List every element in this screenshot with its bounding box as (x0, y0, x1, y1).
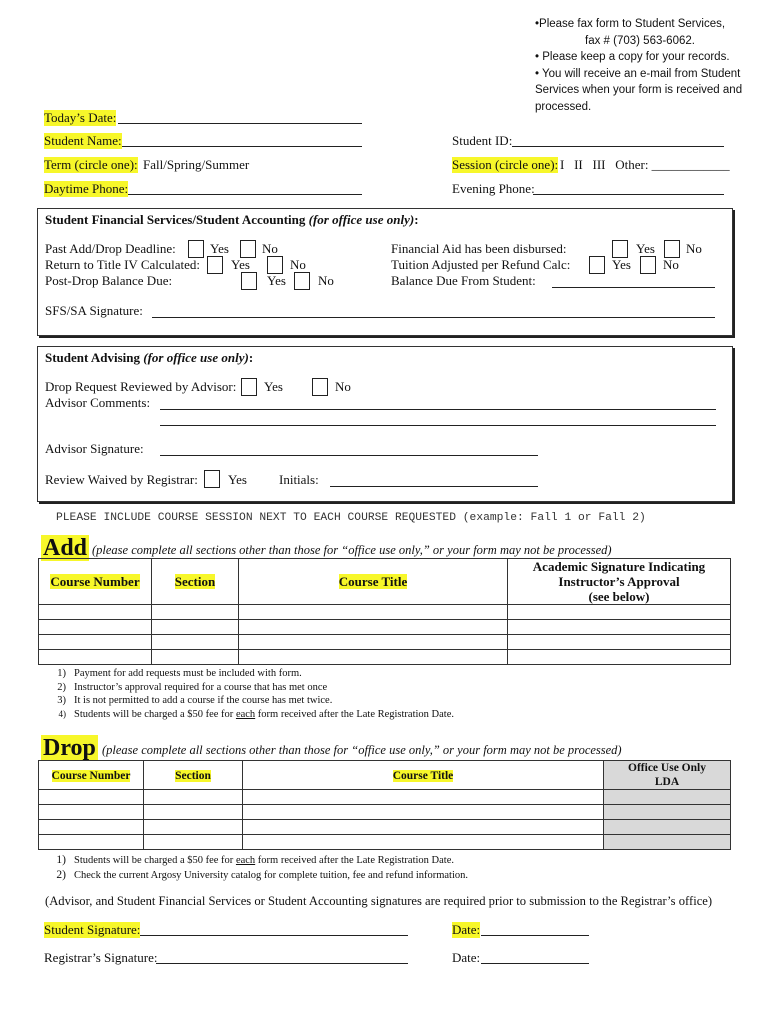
advising-title (45, 350, 253, 366)
add-instruction: (please complete all sections other than those for “office use only,” or your form may not be processed) (92, 543, 612, 557)
fax-number: fax # (703) 563-6062. (585, 34, 695, 47)
sfs-title (45, 212, 419, 228)
add-col-header-signature: Academic Signature Indicating Instructor’s Approval (see below) (508, 559, 731, 605)
post-drop-yes-checkbox[interactable] (241, 272, 257, 290)
review-waived-label: Review Waived by Registrar: (45, 472, 198, 487)
no-label: No (686, 241, 702, 256)
fax-note (535, 16, 742, 115)
no-label: No (663, 257, 679, 272)
yes-label: Yes (231, 257, 250, 272)
drop-col-header-course-title: Course Title (243, 761, 604, 790)
drop-heading: Drop (43, 735, 96, 761)
past-add-drop-label: Past Add/Drop Deadline: (45, 241, 176, 256)
yes-label: Yes (210, 241, 229, 256)
drop-reviewed-label: Drop Request Reviewed by Advisor: (45, 379, 237, 394)
student-name-label: Student Name: (44, 133, 122, 148)
session-options[interactable]: I II III Other: ____________ (560, 157, 730, 172)
sfs-title-text: Student Financial Services/Student Accounting (45, 212, 309, 227)
list-item: 4) Students will be charged a $50 fee for each form received after the Late Registration Date. (58, 708, 454, 720)
evening-phone-label: Evening Phone: (452, 181, 535, 196)
registrar-date-label: Date: (452, 950, 481, 965)
registrar-date-field[interactable] (481, 963, 589, 964)
list-item: 1) Students will be charged a $50 fee for each form received after the Late Registration Date. (56, 854, 454, 866)
todays-date-field[interactable] (118, 123, 362, 124)
post-drop-no-checkbox[interactable] (294, 272, 310, 290)
add-col-header-course-number: Course Number (39, 559, 152, 605)
daytime-phone-label: Daytime Phone: (44, 181, 129, 196)
add-col-header-course-title: Course Title (239, 559, 508, 605)
course-session-note: PLEASE INCLUDE COURSE SESSION NEXT TO EACH COURSE REQUESTED (example: Fall 1 or Fall 2) (56, 512, 646, 524)
drop-notes (36, 853, 468, 883)
registrar-signature-label: Registrar’s Signature: (44, 950, 158, 965)
fa-disbursed-yes-checkbox[interactable] (612, 240, 628, 258)
advising-title-colon: : (248, 350, 254, 365)
sfs-title-colon: : (414, 212, 419, 227)
balance-due-label: Balance Due From Student: (391, 273, 536, 288)
fax-note-line: •Please fax form to Student Services, (535, 18, 726, 30)
student-date-field[interactable] (481, 935, 589, 936)
fax-note-line: processed. (535, 100, 592, 113)
tuition-adjusted-label: Tuition Adjusted per Refund Calc: (391, 257, 571, 272)
student-id-field[interactable] (512, 146, 724, 147)
list-item: 3) It is not permitted to add a course if the course has met twice. (57, 695, 333, 706)
advising-title-text: Student Advising (45, 350, 144, 365)
advisor-comments-label: Advisor Comments: (45, 395, 151, 410)
table-row[interactable] (39, 605, 731, 620)
fa-disbursed-no-checkbox[interactable] (664, 240, 680, 258)
list-item: 2) Check the current Argosy University catalog for complete tuition, fee and refund information. (56, 869, 469, 881)
drop-table (38, 760, 731, 850)
add-notes (36, 667, 454, 721)
evening-phone-field[interactable] (533, 194, 724, 195)
fax-note-line: • You will receive an e-mail from Student (535, 67, 741, 80)
student-date-label: Date: (452, 922, 481, 937)
advisor-signature-label: Advisor Signature: (45, 441, 144, 456)
drop-reviewed-no-checkbox[interactable] (312, 378, 328, 396)
sfs-signature-label: SFS/SA Signature: (45, 303, 143, 318)
tuition-adjusted-no-checkbox[interactable] (640, 256, 656, 274)
tuition-adjusted-yes-checkbox[interactable] (589, 256, 605, 274)
post-drop-label: Post-Drop Balance Due: (45, 273, 173, 288)
drop-col-header-office-use: Office Use Only LDA (604, 761, 731, 790)
table-row[interactable] (39, 620, 731, 635)
student-name-field[interactable] (122, 146, 362, 147)
review-waived-yes-checkbox[interactable] (204, 470, 220, 488)
term-label: Term (circle one): (44, 157, 138, 172)
student-signature-field[interactable] (140, 935, 408, 936)
advisor-comments-field-2[interactable] (160, 425, 716, 426)
term-options[interactable]: Fall/Spring/Summer (143, 157, 250, 172)
table-row[interactable] (39, 650, 731, 665)
fax-note-line: • Please keep a copy for your records. (535, 51, 730, 63)
fa-disbursed-label: Financial Aid has been disbursed: (391, 241, 567, 256)
balance-due-field[interactable] (552, 287, 715, 288)
drop-col-header-section: Section (144, 761, 243, 790)
session-label: Session (circle one): (452, 157, 559, 172)
past-add-drop-no-checkbox[interactable] (240, 240, 256, 258)
add-col-header-section: Section (152, 559, 239, 605)
advising-title-note: (for office use only) (143, 350, 249, 365)
no-label: No (318, 273, 334, 288)
list-item: 2) Instructor’s approval required for a course that has met once (57, 681, 328, 693)
student-id-label: Student ID: (452, 133, 513, 148)
registrar-signature-field[interactable] (156, 963, 408, 964)
title-iv-label: Return to Title IV Calculated: (45, 257, 201, 272)
daytime-phone-field[interactable] (128, 194, 362, 195)
advisor-comments-field[interactable] (160, 409, 716, 410)
table-row[interactable] (39, 820, 731, 835)
title-iv-yes-checkbox[interactable] (207, 256, 223, 274)
table-row[interactable] (39, 635, 731, 650)
table-row[interactable] (39, 835, 731, 850)
title-iv-no-checkbox[interactable] (267, 256, 283, 274)
add-heading: Add (43, 535, 88, 561)
no-label: No (262, 241, 278, 256)
sfs-title-note: (for office use only) (308, 212, 415, 227)
yes-label: Yes (636, 241, 655, 256)
todays-date-label: Today’s Date: (44, 110, 117, 125)
advisor-signature-field[interactable] (160, 455, 538, 456)
no-label: No (290, 257, 306, 272)
yes-label: Yes (228, 472, 247, 487)
yes-label: Yes (612, 257, 631, 272)
add-table (38, 558, 731, 665)
table-row[interactable] (39, 790, 731, 805)
student-signature-label: Student Signature: (44, 922, 141, 937)
drop-reviewed-yes-checkbox[interactable] (241, 378, 257, 396)
drop-col-header-course-number: Course Number (39, 761, 144, 790)
yes-label: Yes (267, 273, 286, 288)
yes-label: Yes (264, 379, 283, 394)
initials-field[interactable] (330, 486, 538, 487)
initials-label: Initials: (279, 472, 319, 487)
past-add-drop-yes-checkbox[interactable] (188, 240, 204, 258)
fax-note-line: Services when your form is received and (535, 84, 743, 96)
sfs-signature-field[interactable] (152, 317, 715, 318)
table-row[interactable] (39, 805, 731, 820)
signature-disclaimer: (Advisor, and Student Financial Services or Student Accounting signatures are required prior to submission to the Registrar’s office) (45, 894, 713, 908)
no-label: No (335, 379, 351, 394)
drop-instruction: (please complete all sections other than those for “office use only,” or your form may not be processed) (102, 743, 622, 757)
list-item: 1) Payment for add requests must be included with form. (57, 668, 302, 679)
